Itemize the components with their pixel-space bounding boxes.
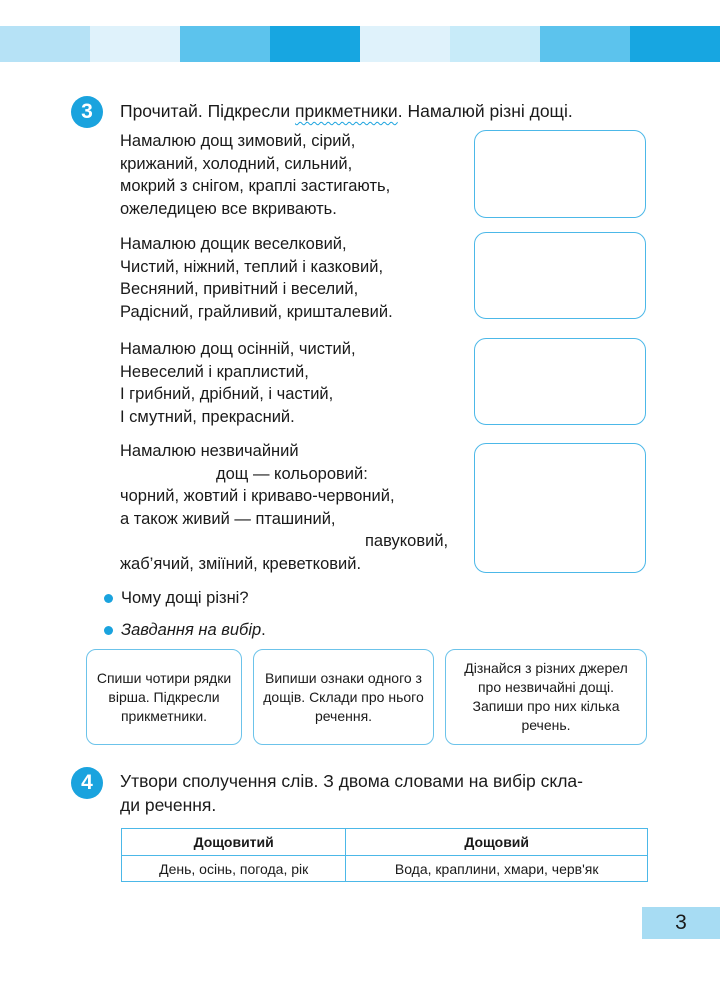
stanza-winter-rain bbox=[120, 130, 390, 220]
task-card-research[interactable] bbox=[445, 649, 647, 745]
drawing-box-winter[interactable] bbox=[474, 130, 646, 218]
table-cell: Вода, краплини, хмари, черв'як bbox=[346, 856, 648, 882]
word-combination-table bbox=[121, 828, 648, 882]
stanza-line: Намалюю дощ зимовий, сірий, bbox=[120, 132, 356, 150]
drawing-box-rainbow[interactable] bbox=[474, 232, 646, 319]
stanza-line: павуковий, bbox=[365, 532, 449, 551]
stanza-line: Невеселий і краплистий, bbox=[120, 362, 309, 381]
stanza-line: чорний, жовтий і криваво-червоний, bbox=[120, 487, 395, 506]
exercise-3-instruction bbox=[120, 99, 573, 123]
stanza-line: Намалюю дощик веселковий, bbox=[120, 235, 347, 253]
choice-task-label: Завдання на вибір bbox=[121, 621, 262, 639]
bullet-dot-icon bbox=[104, 594, 113, 603]
instruction-underlined-word: прикметники bbox=[295, 101, 398, 121]
table-header-row bbox=[122, 829, 648, 856]
exercise-3-number-badge: 3 bbox=[71, 96, 103, 128]
stanza-rainbow-rain bbox=[120, 233, 393, 323]
question-item bbox=[104, 589, 249, 608]
stanza-line: Радісний, грайливий, кришталевий. bbox=[120, 302, 393, 321]
task-card-write-features[interactable] bbox=[253, 649, 434, 745]
stanza-line: Весняний, привітний і веселий, bbox=[120, 280, 359, 299]
instruction-text: Прочитай. Підкресли bbox=[120, 101, 295, 121]
stanza-line: Чистий, ніжний, теплий і казковий, bbox=[120, 257, 384, 276]
task-card-text: Дізнайся з різних джерел про незвичайні дощі. Запиши про них кілька речень. bbox=[464, 660, 628, 733]
instruction-text: . Намалюй різні дощі. bbox=[397, 101, 573, 121]
instruction-line: Утвори сполучення слів. З двома словами на вибір скла- bbox=[120, 771, 583, 791]
stanza-line: І смутний, прекрасний. bbox=[120, 407, 295, 426]
page-number: 3 bbox=[642, 907, 720, 939]
question-text: Чому дощі різні? bbox=[121, 589, 249, 607]
task-card-copy-lines[interactable] bbox=[86, 649, 242, 745]
stanza-line: ожеледицею все вкривають. bbox=[120, 199, 337, 218]
exercise-4-number-badge: 4 bbox=[71, 767, 103, 799]
stanza-line: а також живий — пташиний, bbox=[120, 509, 336, 528]
top-bar-segment bbox=[360, 26, 450, 62]
task-card-text: Спиши чотири рядки вірша. Підкресли прикметники. bbox=[96, 669, 232, 724]
stanza-line: жаб’ячий, зміїний, креветковий. bbox=[120, 554, 362, 573]
table-row bbox=[122, 856, 648, 882]
drawing-box-autumn[interactable] bbox=[474, 338, 646, 425]
choice-task-item bbox=[104, 621, 266, 640]
instruction-line: ди речення. bbox=[120, 795, 217, 815]
exercise-4-instruction bbox=[120, 769, 652, 817]
table-header-cell: Дощовий bbox=[346, 829, 648, 856]
top-bar-segment bbox=[90, 26, 180, 62]
drawing-box-unusual[interactable] bbox=[474, 443, 646, 573]
stanza-line: дощ — кольоровий: bbox=[216, 464, 368, 483]
bullet-dot-icon bbox=[104, 626, 113, 635]
task-card-text: Випиши ознаки одного з дощів. Склади про нього речення. bbox=[263, 669, 424, 724]
choice-task-suffix: . bbox=[261, 621, 266, 639]
table-cell: День, осінь, погода, рік bbox=[122, 856, 346, 882]
top-bar-segment bbox=[540, 26, 630, 62]
top-bar-segment bbox=[630, 26, 720, 62]
top-bar-segment bbox=[450, 26, 540, 62]
stanza-line: І грибний, дрібний, і частий, bbox=[120, 385, 334, 404]
stanza-line: мокрий з снігом, краплі застигають, bbox=[120, 177, 391, 196]
table-header-cell: Дощовитий bbox=[122, 829, 346, 856]
top-bar-segment bbox=[270, 26, 360, 62]
stanza-unusual-rain bbox=[120, 440, 448, 576]
stanza-line: Намалюю дощ осінній, чистий, bbox=[120, 340, 356, 358]
stanza-line: Намалюю незвичайний bbox=[120, 442, 299, 460]
stanza-autumn-rain bbox=[120, 338, 356, 428]
top-color-bar bbox=[0, 26, 720, 62]
stanza-line: крижаний, холодний, сильний, bbox=[120, 154, 353, 173]
top-bar-segment bbox=[0, 26, 90, 62]
top-bar-segment bbox=[180, 26, 270, 62]
